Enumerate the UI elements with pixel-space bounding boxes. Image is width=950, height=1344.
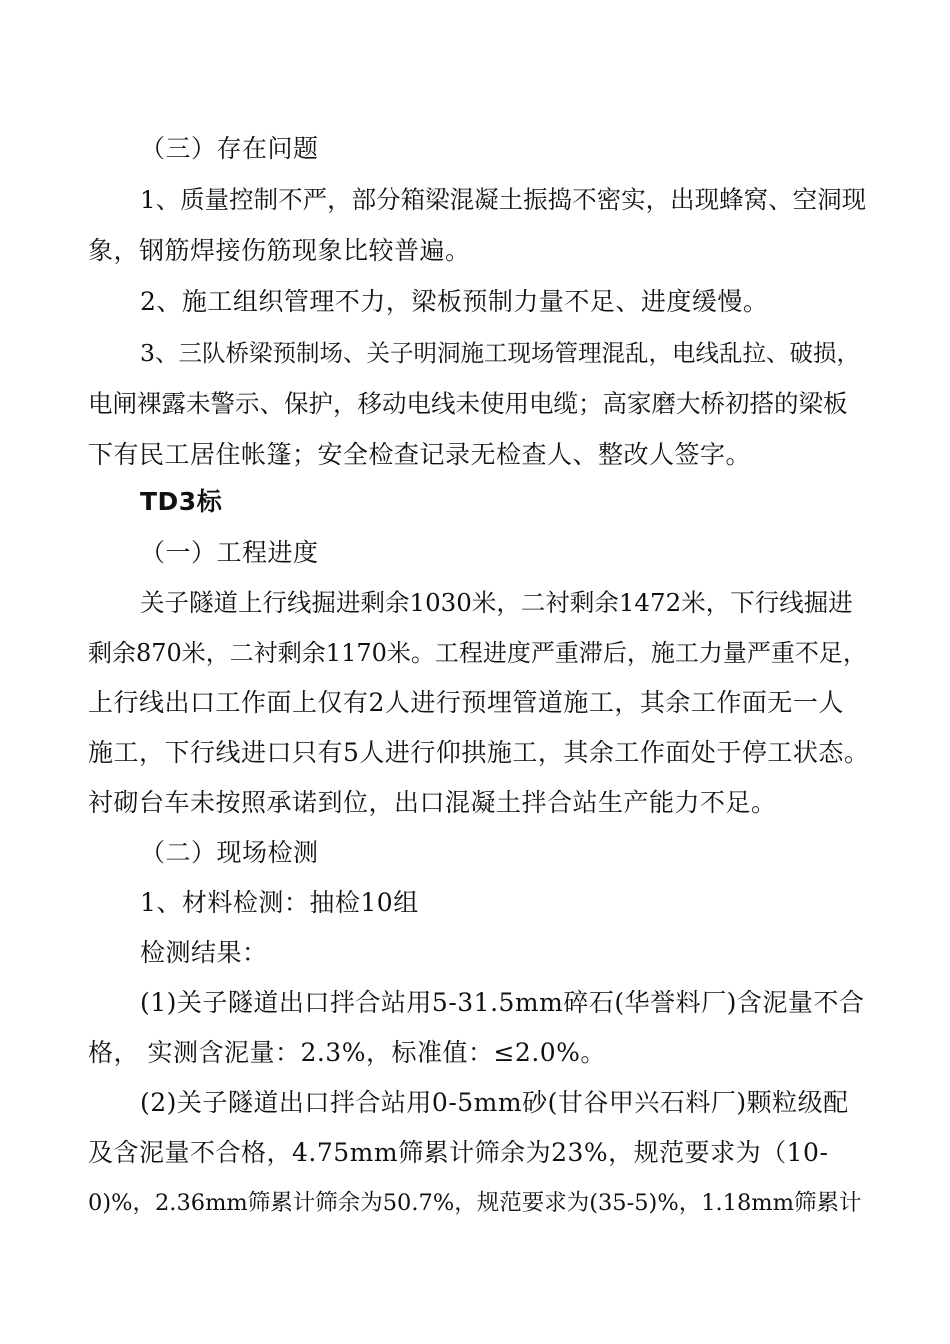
progress-line-1: 关子隧道上行线掘进剩余1030米，二衬剩余1472米，下行线掘进 [140,588,853,617]
progress-line-5: 衬砌台车未按照承诺到位，出口混凝土拌合站生产能力不足。 [88,788,777,817]
testing-heading: （二）现场检测 [140,838,319,867]
problems-heading: （三）存在问题 [140,134,319,163]
problem-item-1-line-2: 象，钢筋焊接伤筋现象比较普遍。 [88,236,471,265]
progress-line-2: 剩余870米，二衬剩余1170米。工程进度严重滞后，施工力量严重不足， [88,639,867,667]
problem-item-1-line-1: 1、质量控制不严，部分箱梁混凝土振捣不密实，出现蜂窝、空洞现 [140,185,867,214]
result-1-line-2: 格， 实测含泥量：2.3%，标准值：≤2.0%。 [88,1038,606,1067]
progress-line-3: 上行线出口工作面上仅有2人进行预埋管道施工，其余工作面无一人 [88,688,844,717]
progress-heading: （一）工程进度 [140,538,319,567]
result-2-line-3: 0)%，2.36mm筛累计筛余为50.7%，规范要求为(35-5)%，1.18mm筛累计 [88,1190,862,1216]
result-2-line-1: (2)关子隧道出口拌合站用0-5mm砂(甘谷甲兴石料厂)颗粒级配 [140,1088,849,1117]
td3-section-title: TD3标 [140,487,223,516]
problem-item-3-line-3: 下有民工居住帐篷；安全检查记录无检查人、整改人签字。 [88,440,752,469]
result-1-line-1: (1)关子隧道出口拌合站用5-31.5mm碎石(华誉料厂)含泥量不合 [140,988,865,1017]
problem-item-2-line-1: 2、施工组织管理不力，梁板预制力量不足、进度缓慢。 [140,287,769,316]
material-testing-line: 1、材料检测：抽检10组 [140,888,419,917]
result-2-line-2: 及含泥量不合格，4.75mm筛累计筛余为23%，规范要求为（10- [88,1138,829,1167]
progress-line-4: 施工，下行线进口只有5人进行仰拱施工，其余工作面处于停工状态。 [88,738,870,767]
problem-item-3-line-2: 电闸裸露未警示、保护，移动电线未使用电缆；高家磨大桥初搭的梁板 [88,389,848,418]
results-label: 检测结果： [140,938,268,967]
problem-item-3-line-1: 3、三队桥梁预制场、关子明洞施工现场管理混乱，电线乱拉、破损， [140,339,860,367]
